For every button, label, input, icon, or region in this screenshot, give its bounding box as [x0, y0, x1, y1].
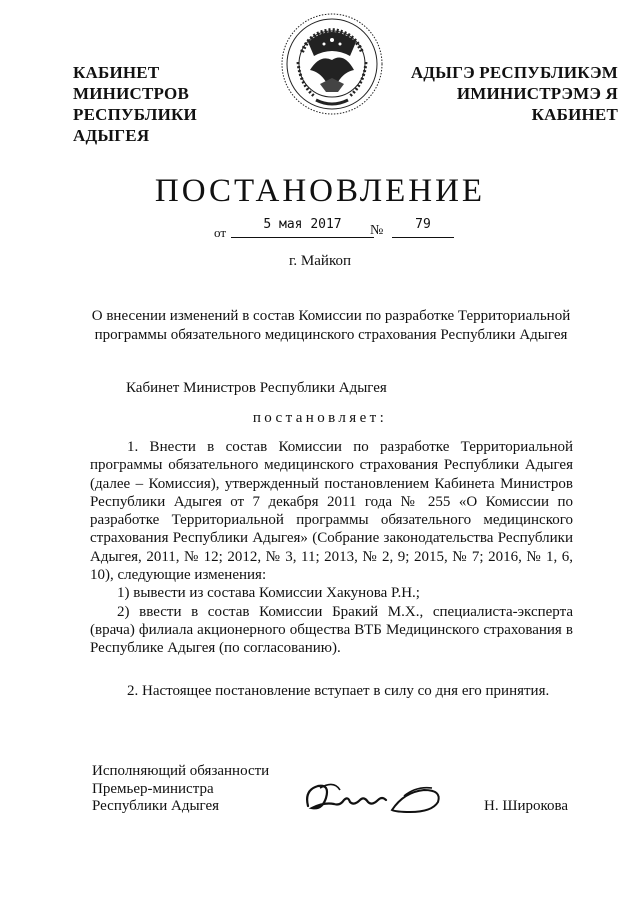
document-date: 5 мая 2017: [231, 217, 374, 238]
header-right: [388, 62, 618, 125]
document-title: ПОСТАНОВЛЕНИЕ: [154, 173, 486, 209]
decrees-heading: постановляет:: [252, 410, 388, 426]
paragraph-2: 2. Настоящее постановление вступает в силу со дня его принятия.: [127, 682, 550, 699]
paragraph-1-item-1: 1) вывести из состава Комиссии Хакунова Р.Н.;: [117, 585, 420, 602]
position-line3: Республики Адыгея: [92, 798, 220, 814]
date-number-line: [214, 217, 454, 241]
issuer: Кабинет Министров Республики Адыгея: [126, 380, 387, 396]
signatory-name: Н. Широкова: [484, 798, 569, 814]
header-left: [73, 62, 263, 146]
position-line2: Премьер-министра: [92, 780, 214, 797]
coat-of-arms-icon: [280, 12, 384, 116]
number-prefix: №: [370, 223, 384, 238]
header-left-line1: КАБИНЕТ МИНИСТРОВ: [73, 63, 189, 103]
date-prefix: от: [214, 225, 227, 240]
handwritten-signature: [300, 776, 450, 822]
position-line1: Исполняющий обязанности: [92, 763, 270, 779]
city: г. Майкоп: [288, 253, 352, 269]
paragraph-1-item-2: 2) ввести в состав Комиссии Бракий М.Х., специалиста-эксперта (врача) филиала акционерного общества ВТБ Медицинского страхования в Республике Адыгея (по согласованию).: [90, 603, 573, 657]
header-left-line2: РЕСПУБЛИКИ АДЫГЕЯ: [73, 105, 197, 145]
document-number: 79: [392, 217, 454, 238]
paragraph-1: 1. Внести в состав Комиссии по разработке Территориальной программы обязательного медицинского страхования Республики Адыгея (далее – Комиссия), утвержденный постановлением Кабинета Министров Республики Адыгея от 7 декабря 2011 года № 255 «О Комиссии по разработке Территориальной программы обязательного медицинского страхования Республики Адыгея» (Собрание законодательства Республики Адыгея, 2011, № 12; 2012, № 3, 11; 2013, № 2, 9; 2015, № 7; 2016, № 1, 6, 10), следующие изменения:: [90, 439, 573, 584]
document-body: [90, 438, 573, 700]
header-right-line2: ИМИНИСТРЭМЭ Я КАБИНЕТ: [456, 84, 618, 124]
document-subject: О внесении изменений в состав Комиссии по разработке Территориальной программы обязательного медицинского страхования Республики Адыгея: [91, 308, 571, 343]
signatory-position: [92, 763, 269, 816]
header-right-line1: АДЫГЭ РЕСПУБЛИКЭМ: [410, 63, 618, 82]
